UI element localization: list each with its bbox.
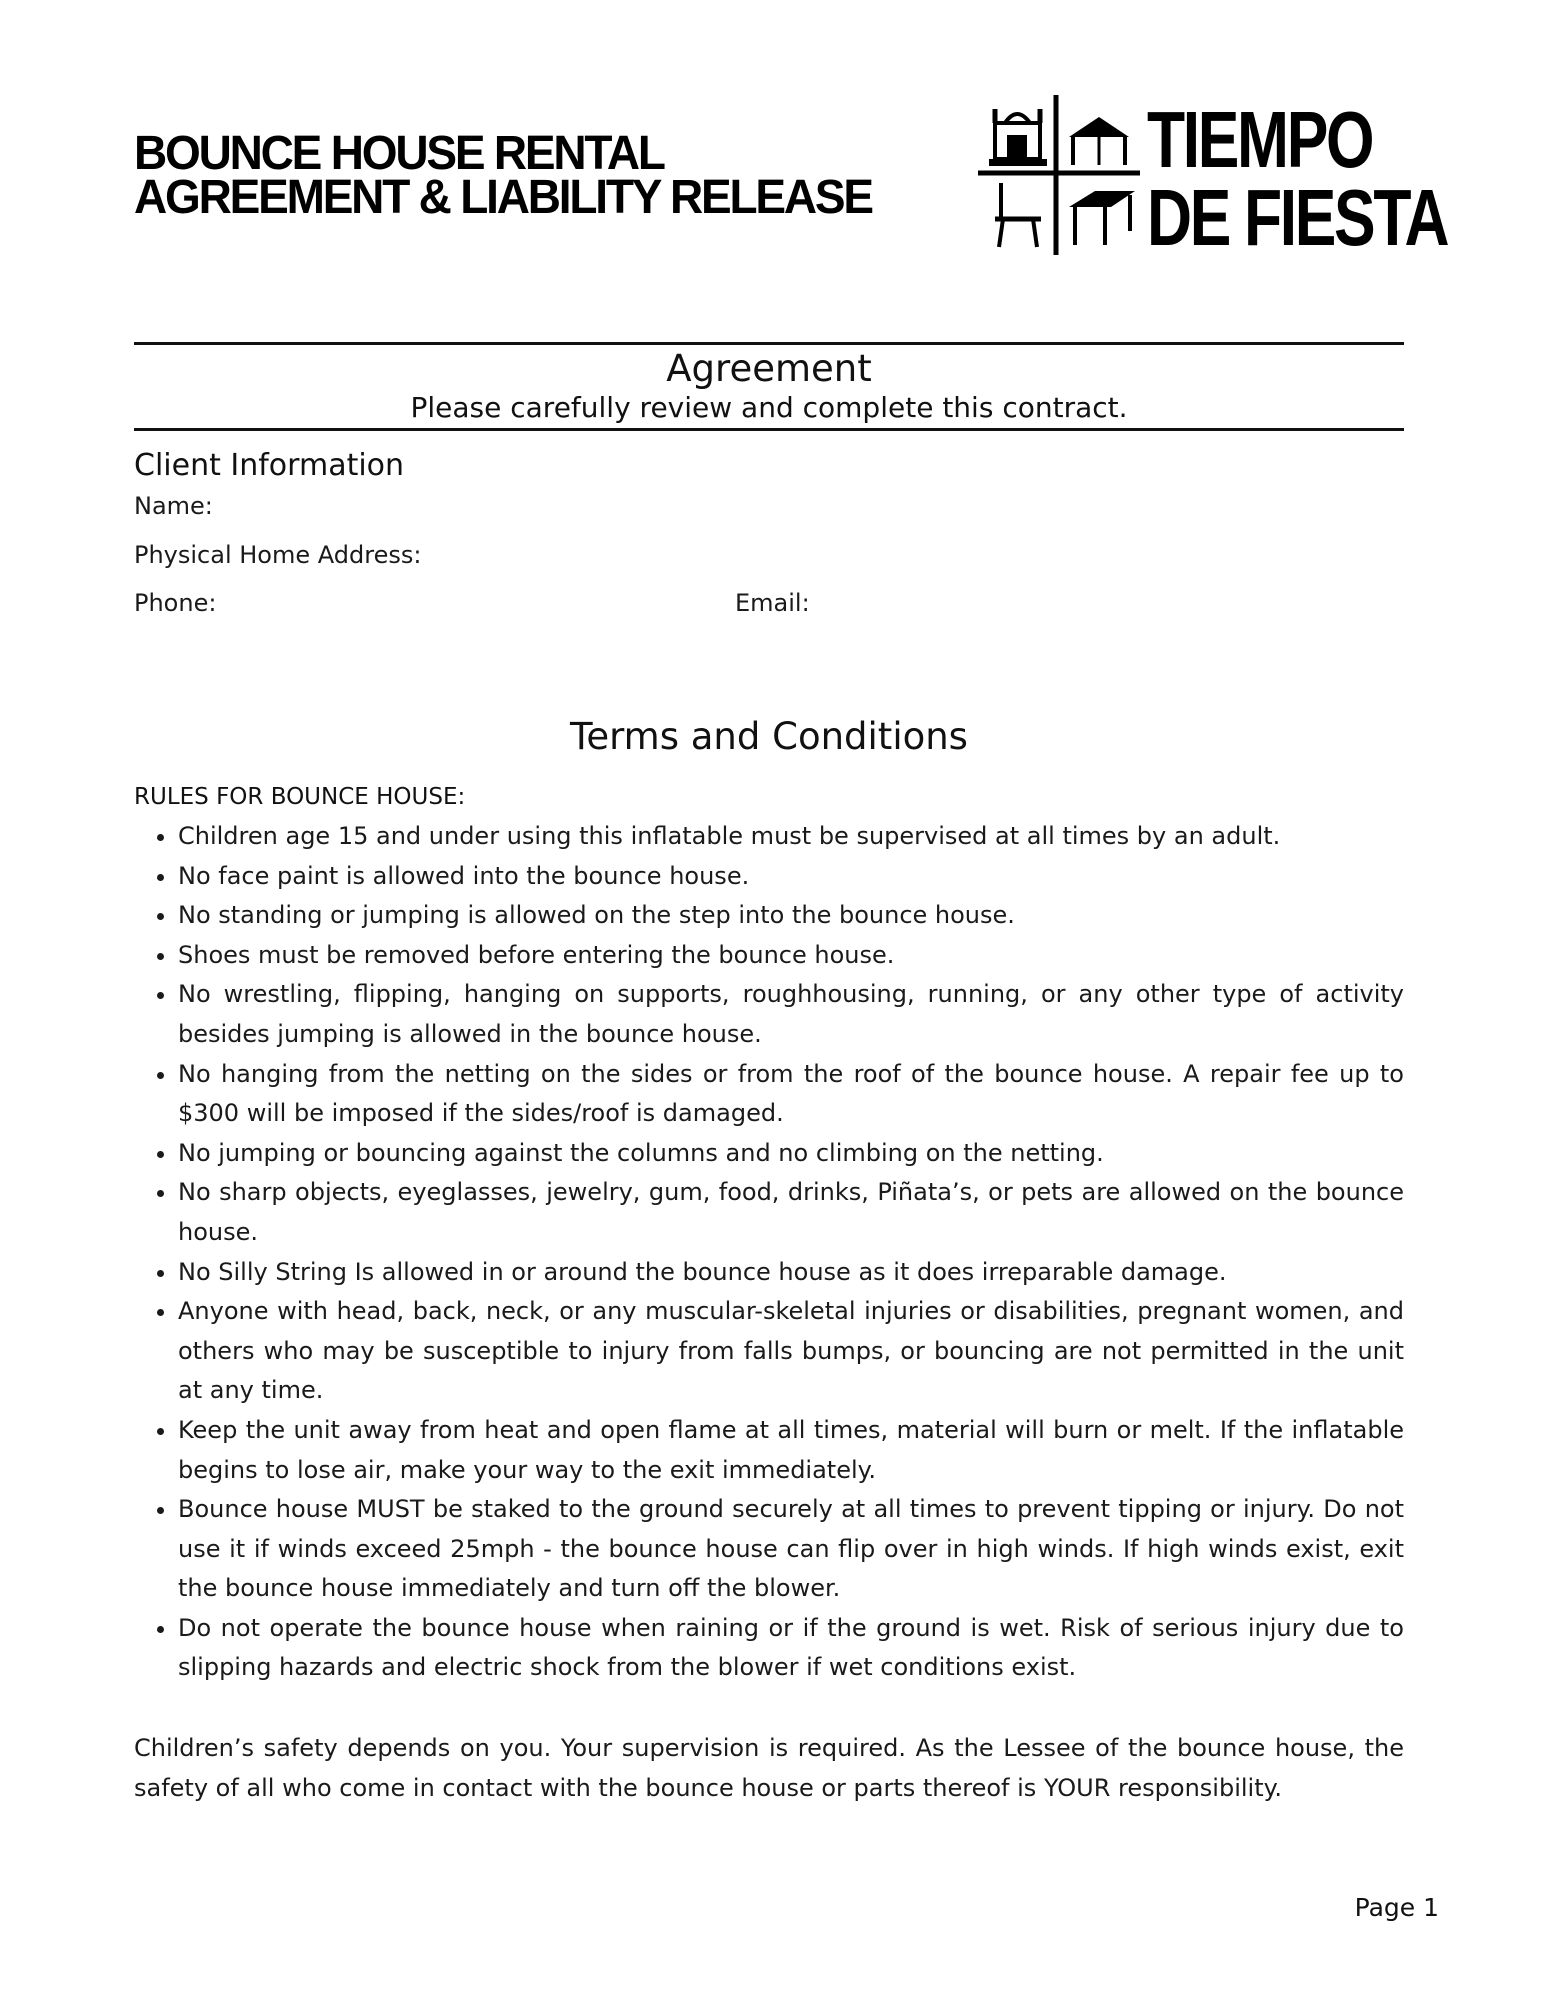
chair-icon xyxy=(995,183,1041,247)
table-icon xyxy=(1069,191,1135,245)
title-line-1: BOUNCE HOUSE RENTAL xyxy=(134,124,664,180)
rule-item: • No wrestling, flipping, hanging on supports, roughhousing, running, or any other type of activity besides jumping is allowed in the bounce house. xyxy=(178,975,1404,1054)
rule-item: • No face paint is allowed into the bounce house. xyxy=(178,857,1404,897)
rule-item: • Shoes must be removed before entering the bounce house. xyxy=(178,936,1404,976)
logo-mark-icon xyxy=(975,95,1140,260)
client-info-heading: Client Information xyxy=(134,448,405,483)
terms-heading: Terms and Conditions xyxy=(570,715,968,758)
rule-item: • No hanging from the netting on the sides or from the roof of the bounce house. A repair fee up to $300 will be imposed if the sides/roof is damaged. xyxy=(178,1055,1404,1134)
rule-item: • No Silly String Is allowed in or around the bounce house as it does irreparable damage. xyxy=(178,1253,1404,1293)
rule-item: • No standing or jumping is allowed on the step into the bounce house. xyxy=(178,896,1404,936)
title-line-2: AGREEMENT & LIABILITY RELEASE xyxy=(134,168,872,224)
rule-item: • No sharp objects, eyeglasses, jewelry, gum, food, drinks, Piñata’s, or pets are allowed on the bounce house. xyxy=(178,1173,1404,1252)
address-label: Physical Home Address: xyxy=(134,541,422,569)
rules-heading: RULES FOR BOUNCE HOUSE: xyxy=(134,784,466,810)
rule-item: • Keep the unit away from heat and open flame at all times, material will burn or melt. If the inflatable begins to lose air, make your way to the exit immediately. xyxy=(178,1411,1404,1490)
closing-paragraph: Children’s safety depends on you. Your supervision is required. As the Lessee of the bounce house, the safety of all who come in contact with the bounce house or parts thereof is YOUR responsibility. xyxy=(134,1734,1404,1802)
rule-item: • Children age 15 and under using this inflatable must be supervised at all times by an adult. xyxy=(178,817,1404,857)
agreement-subheading: Please carefully review and complete this contract. xyxy=(410,391,1128,424)
logo-line-1: TIEMPO xyxy=(1147,95,1373,184)
document-title xyxy=(134,124,872,224)
agreement-heading: Agreement xyxy=(666,347,872,390)
phone-label: Phone: xyxy=(134,589,217,617)
bottom-divider xyxy=(134,428,1404,431)
rule-item: • Bounce house MUST be staked to the ground securely at all times to prevent tipping or injury. Do not use it if winds exceed 25mph - the bounce house can flip over in high winds. If high winds exist, exit the bounce house immediately and turn off the blower. xyxy=(178,1490,1404,1609)
rule-item: • Do not operate the bounce house when raining or if the ground is wet. Risk of serious injury due to slipping hazards and electric shock from the blower if wet conditions exist. xyxy=(178,1609,1404,1688)
rule-item: • No jumping or bouncing against the columns and no climbing on the netting. xyxy=(178,1134,1404,1174)
logo-line-2: DE FIESTA xyxy=(1147,173,1448,262)
tent-icon xyxy=(1069,117,1129,165)
page-number: Page 1 xyxy=(1354,1893,1439,1922)
bounce-house-icon xyxy=(989,109,1047,166)
name-label: Name: xyxy=(134,492,213,520)
logo-wordmark xyxy=(1147,95,1448,262)
top-divider xyxy=(134,342,1404,345)
email-label: Email: xyxy=(735,589,810,617)
rule-item: • Anyone with head, back, neck, or any muscular-skeletal injuries or disabilities, pregnant women, and others who may be susceptible to injury from falls bumps, or bouncing are not permitted in the unit at any time. xyxy=(178,1292,1404,1411)
company-logo xyxy=(975,95,1448,262)
rules-list xyxy=(134,817,1404,1688)
